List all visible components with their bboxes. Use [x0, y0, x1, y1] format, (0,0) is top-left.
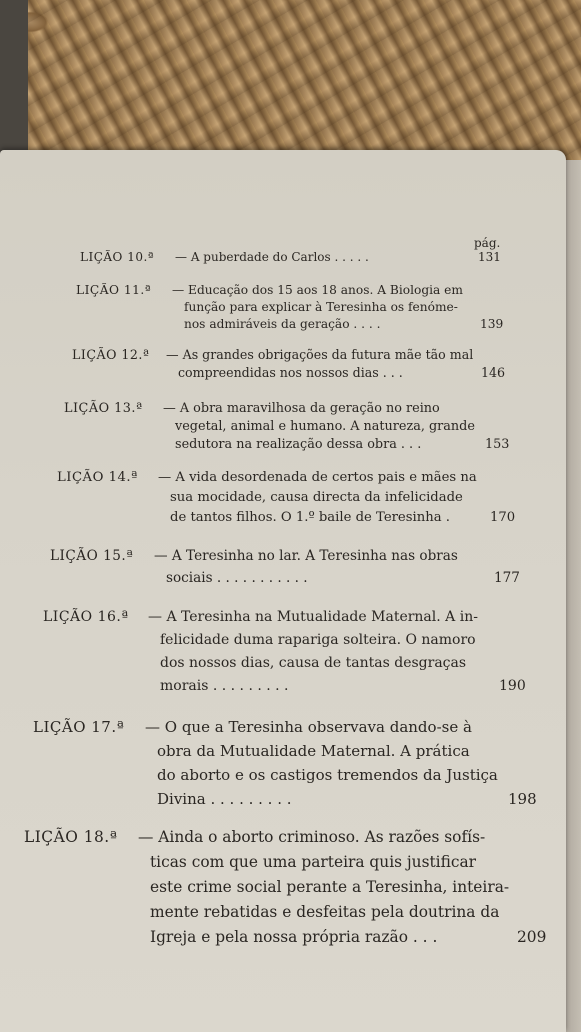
- page-column-heading: pág.: [474, 236, 501, 250]
- entry-text-line: este crime social perante a Teresinha, inteira-: [150, 878, 510, 896]
- entry-text-line: sua mocidade, causa directa da infelicidade: [170, 490, 463, 505]
- entry-text-line: — A obra maravilhosa da geração no reino: [163, 401, 440, 416]
- entry-text-line: vegetal, animal e humano. A natureza, grande: [175, 419, 475, 434]
- lesson-label: LIÇÃO 15.ª: [50, 548, 134, 564]
- entry-text-line: — As grandes obrigações da futura mãe tão mal: [166, 347, 474, 362]
- entry-text-line: — A Teresinha na Mutualidade Maternal. A in-: [148, 609, 478, 625]
- page-number: 131: [478, 250, 501, 264]
- entry-text-line: compreendidas nos nossos dias . . .: [178, 365, 403, 380]
- page-number: 153: [485, 437, 510, 452]
- lesson-label: LIÇÃO 14.ª: [57, 470, 138, 485]
- lesson-label: LIÇÃO 16.ª: [43, 609, 129, 625]
- entry-text-line: nos admiráveis da geração . . . .: [184, 317, 381, 331]
- lesson-label: LIÇÃO 10.ª: [80, 250, 154, 264]
- entry-text-line: morais . . . . . . . . .: [160, 678, 289, 694]
- entry-text-line: de tantos filhos. O 1.º baile de Teresinha .: [170, 510, 450, 525]
- page-number: 146: [481, 365, 506, 380]
- entry-text-line: — O que a Teresinha observava dando-se à: [145, 718, 472, 736]
- entry-text-line: dos nossos dias, causa de tantas desgraças: [160, 655, 467, 671]
- lesson-label: LIÇÃO 17.ª: [33, 718, 125, 736]
- entry-text-line: obra da Mutualidade Maternal. A prática: [157, 742, 470, 760]
- lesson-label: LIÇÃO 13.ª: [64, 401, 143, 416]
- lesson-label: LIÇÃO 12.ª: [72, 347, 150, 362]
- page-number: 190: [499, 678, 526, 694]
- entry-text-line: função para explicar à Teresinha os fenóme-: [184, 300, 458, 314]
- page-number: 209: [517, 928, 547, 946]
- lesson-label: LIÇÃO 11.ª: [76, 283, 152, 297]
- dark-surface: [0, 0, 28, 160]
- woven-mat-background: [0, 0, 581, 175]
- entry-text-line: Divina . . . . . . . . .: [157, 790, 292, 808]
- entry-text-line: — A puberdade do Carlos . . . . .: [175, 250, 369, 264]
- entry-text-line: do aborto e os castigos tremendos da Justiça: [157, 766, 498, 784]
- entry-text-line: — A Teresinha no lar. A Teresinha nas obras: [154, 548, 458, 564]
- entry-text-line: sedutora na realização dessa obra . . .: [175, 437, 422, 452]
- page-number: 139: [480, 317, 504, 331]
- entry-text-line: ticas com que uma parteira quis justificar: [150, 853, 477, 871]
- entry-text-line: — Educação dos 15 aos 18 anos. A Biologia em: [172, 283, 463, 297]
- entry-text-line: felicidade duma rapariga solteira. O namoro: [160, 632, 476, 648]
- entry-text-line: — Ainda o aborto criminoso. As razões sofís-: [138, 828, 486, 846]
- entry-text-line: sociais . . . . . . . . . . .: [166, 570, 308, 586]
- entry-text-line: mente rebatidas e desfeitas pela doutrina da: [150, 903, 500, 921]
- page-number: 170: [490, 510, 516, 525]
- lesson-label: LIÇÃO 18.ª: [24, 828, 118, 846]
- entry-text-line: Igreja e pela nossa própria razão . . .: [150, 928, 438, 946]
- page-number: 198: [508, 790, 537, 808]
- page-number: 177: [494, 570, 520, 586]
- entry-text-line: — A vida desordenada de certos pais e mães na: [158, 470, 477, 485]
